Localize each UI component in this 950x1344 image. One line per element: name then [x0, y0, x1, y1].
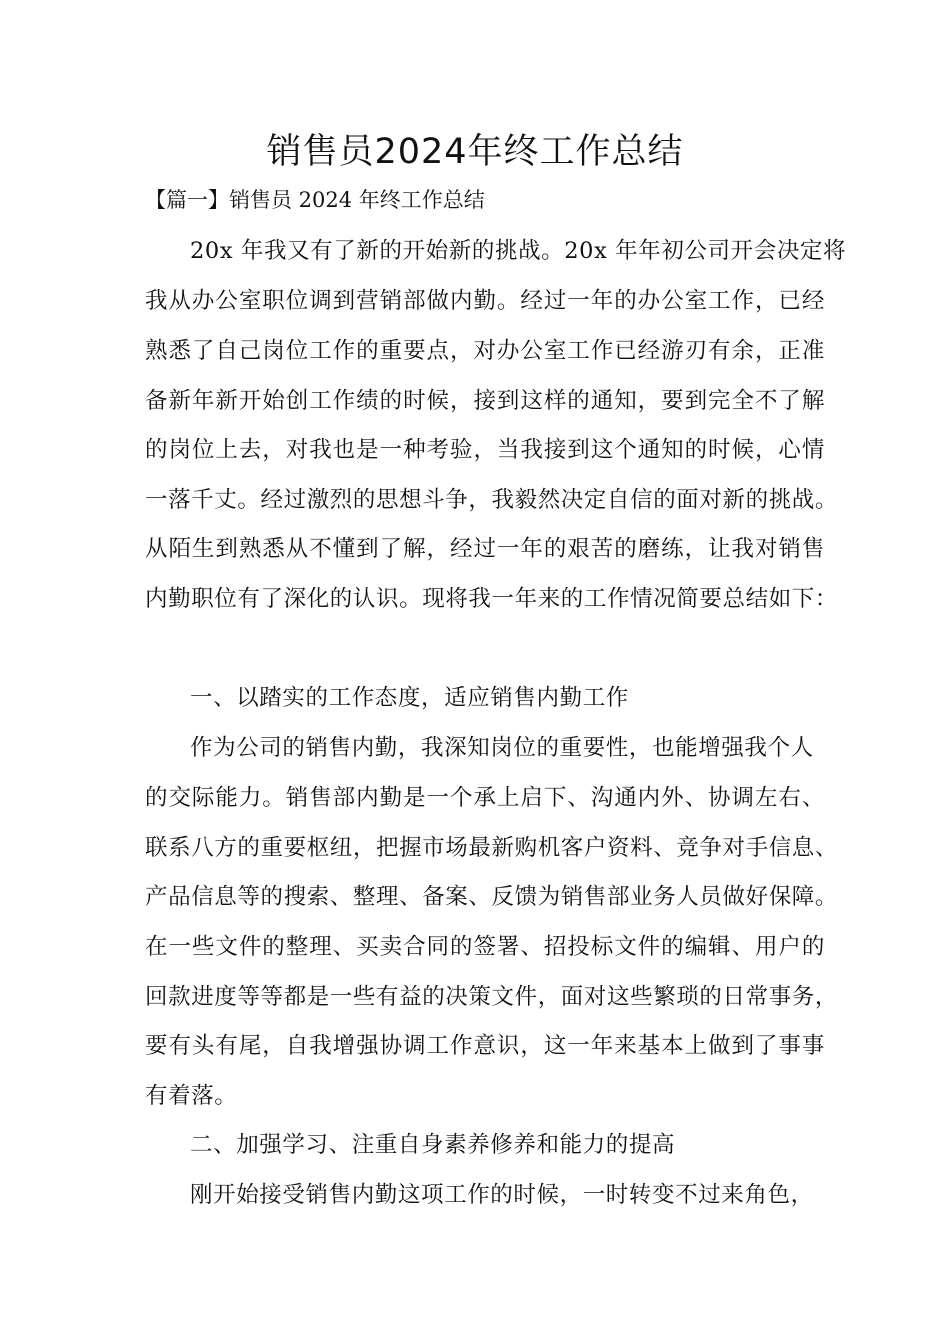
paragraph-line: 20x 年我又有了新的开始新的挑战。20x 年年初公司开会决定将: [190, 238, 847, 264]
document-subtitle: 【篇一】销售员 2024 年终工作总结: [145, 188, 485, 212]
paragraph-line: 我从办公室职位调到营销部做内勤。经过一年的办公室工作，已经: [145, 288, 825, 314]
section-heading: 二、加强学习、注重自身素养修养和能力的提高: [190, 1132, 676, 1158]
paragraph-line: 回款进度等等都是一些有益的决策文件，面对这些繁琐的日常事务，: [145, 984, 839, 1010]
paragraph-line: 备新年新开始创工作绩的时候，接到这样的通知，要到完全不了解: [145, 388, 825, 414]
paragraph-line: 熟悉了自己岗位工作的重要点，对办公室工作已经游刃有余，正准: [145, 338, 825, 364]
paragraph-line: 一落千丈。经过激烈的思想斗争，我毅然决定自信的面对新的挑战。: [145, 487, 839, 513]
document-title: 销售员2024年终工作总结: [266, 132, 684, 172]
paragraph-line: 产品信息等的搜索、整理、备案、反馈为销售部业务人员做好保障。: [145, 884, 839, 910]
paragraph-line: 有着落。: [145, 1083, 238, 1109]
paragraph-line: 的岗位上去，对我也是一种考验，当我接到这个通知的时候，心情: [145, 437, 825, 463]
paragraph-line: 从陌生到熟悉从不懂到了解，经过一年的艰苦的磨练，让我对销售: [145, 536, 825, 562]
section-heading: 一、以踏实的工作态度，适应销售内勤工作: [190, 685, 629, 711]
paragraph-line: 内勤职位有了深化的认识。现将我一年来的工作情况简要总结如下：: [145, 586, 839, 612]
paragraph-line: 在一些文件的整理、买卖合同的签署、招投标文件的编辑、用户的: [145, 934, 825, 960]
paragraph-line: 联系八方的重要枢纽，把握市场最新购机客户资料、竞争对手信息、: [145, 835, 839, 861]
paragraph-line: 的交际能力。销售部内勤是一个承上启下、沟通内外、协调左右、: [145, 785, 825, 811]
paragraph-line: 刚开始接受销售内勤这项工作的时候，一时转变不过来角色，: [190, 1182, 814, 1208]
paragraph-line: 要有头有尾，自我增强协调工作意识，这一年来基本上做到了事事: [145, 1033, 825, 1059]
paragraph-line: 作为公司的销售内勤，我深知岗位的重要性，也能增强我个人: [190, 735, 814, 761]
